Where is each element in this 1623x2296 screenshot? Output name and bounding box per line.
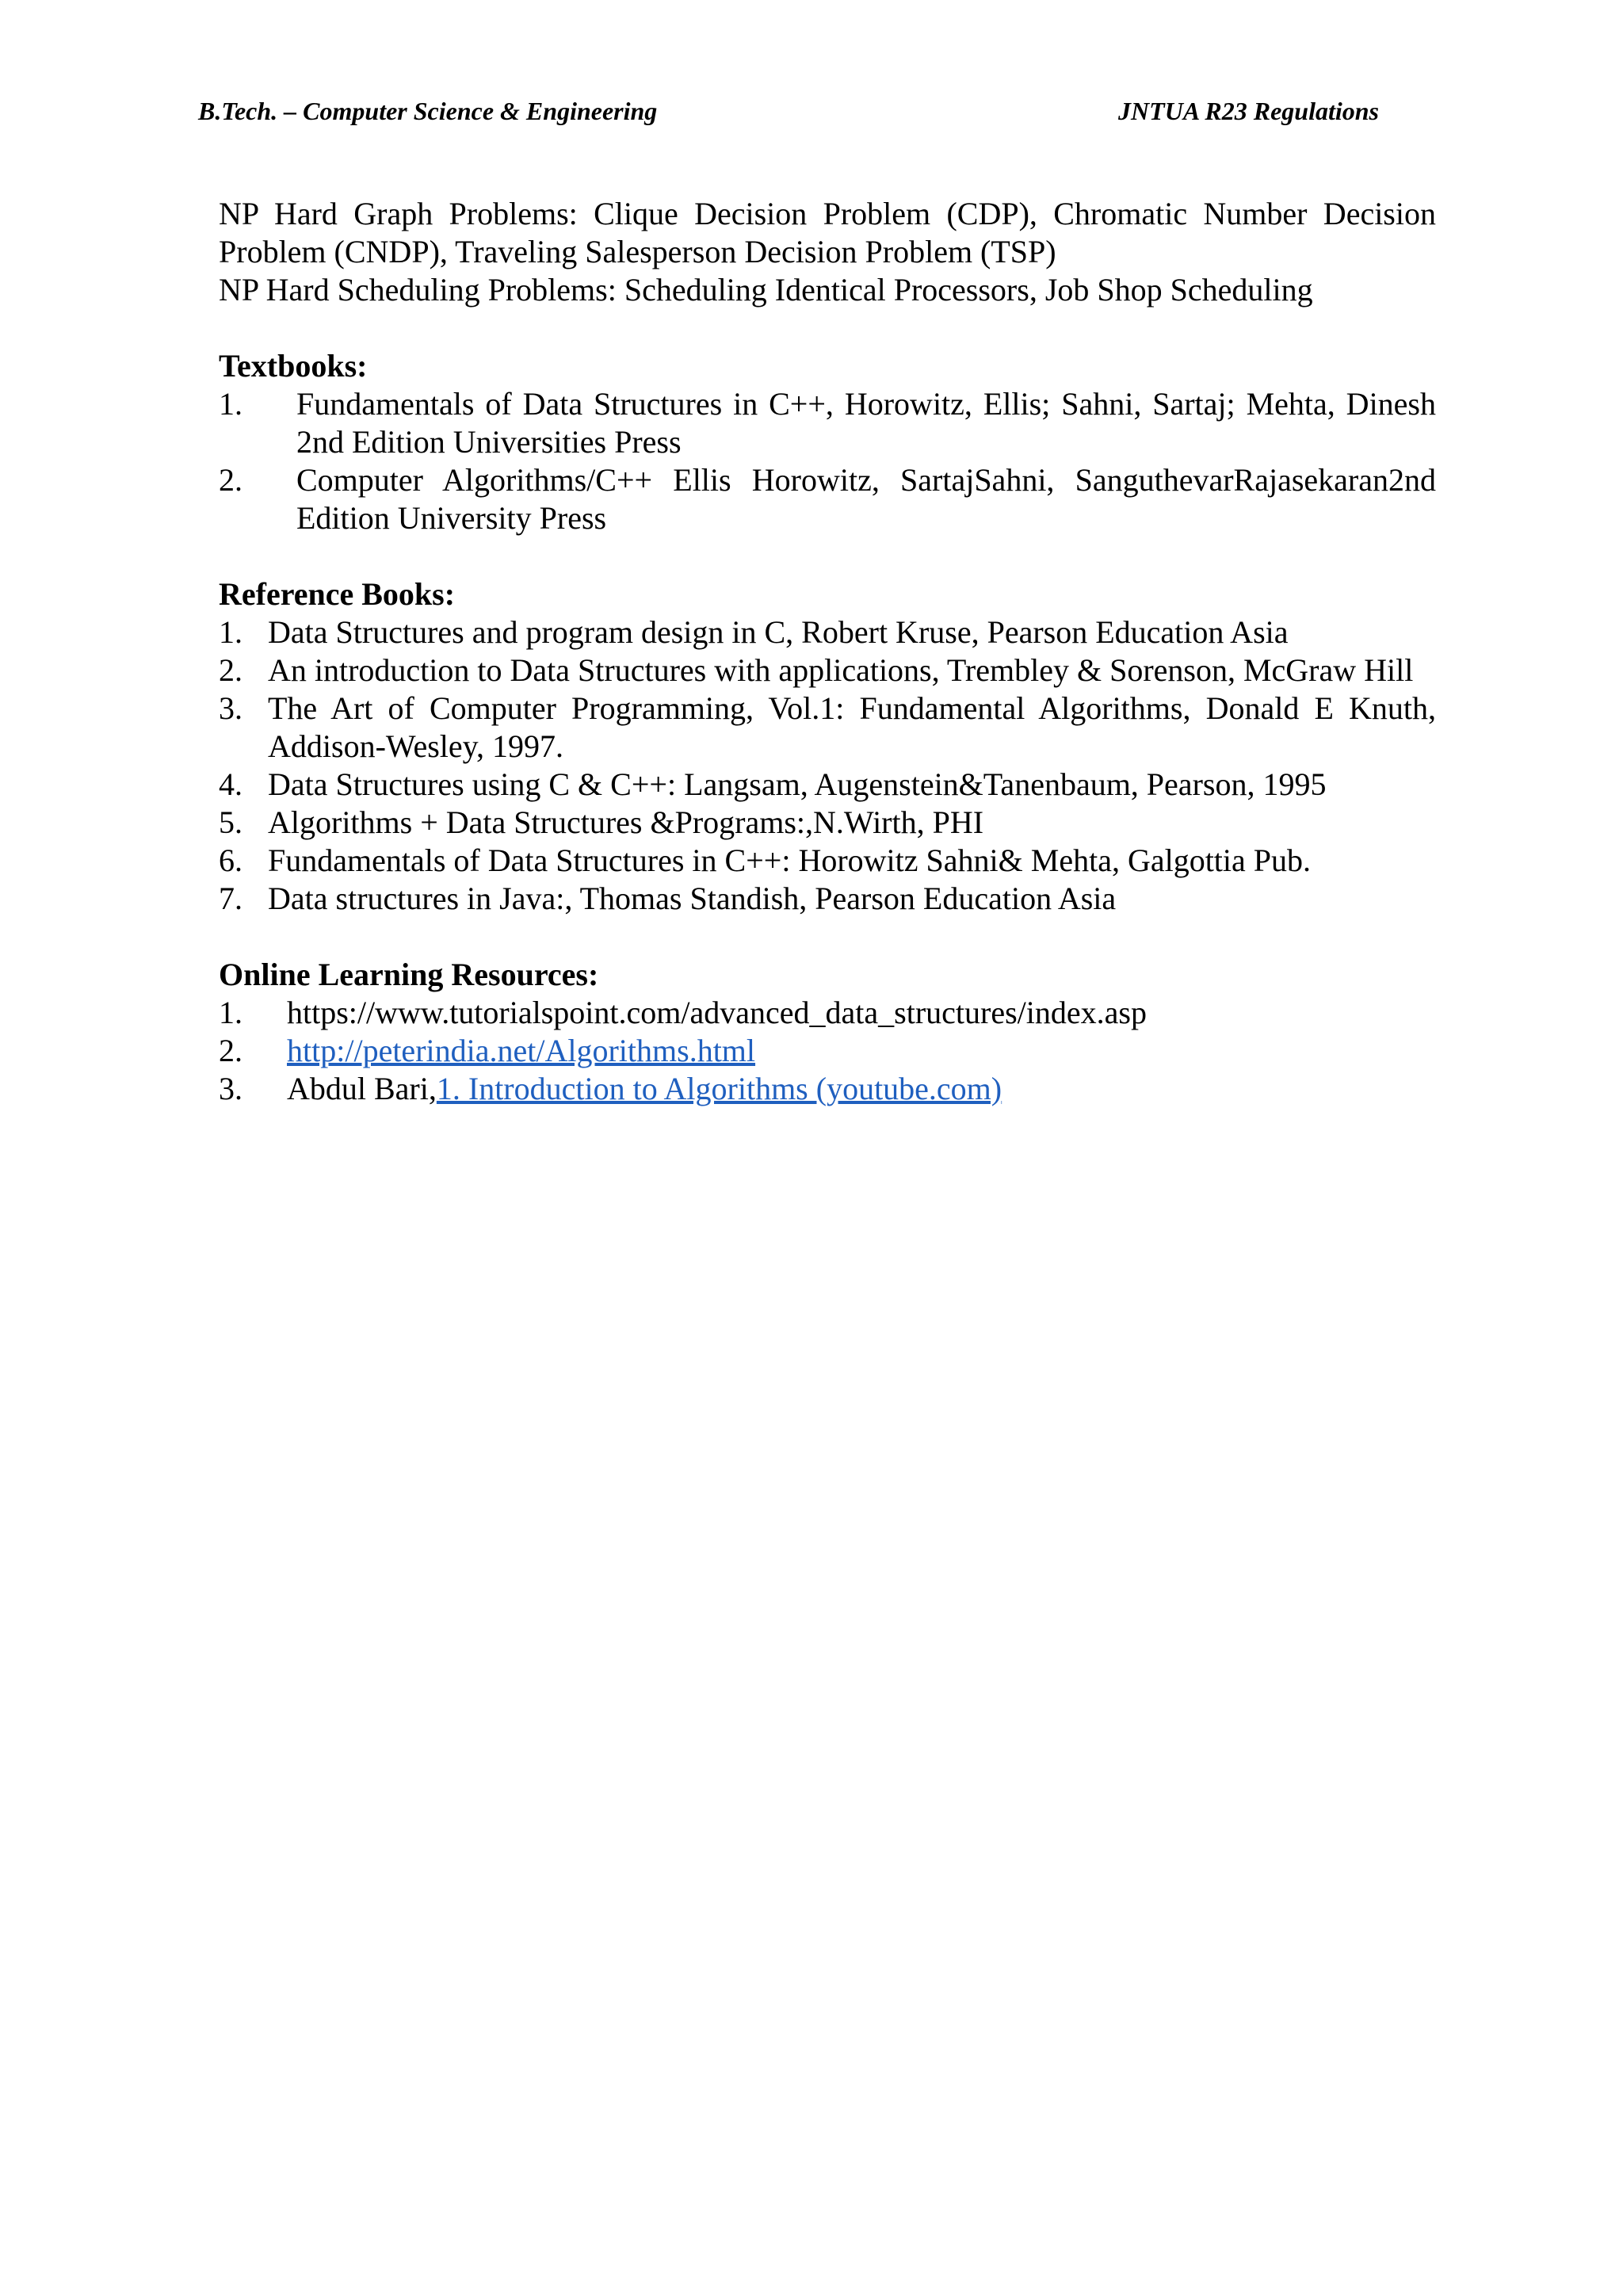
list-item [219, 1032, 1436, 1070]
list-item [219, 613, 1436, 651]
list-number: 5. [219, 804, 242, 840]
list-number: 3. [219, 1071, 242, 1106]
list-item [219, 461, 1436, 537]
spacer [219, 918, 1436, 956]
list-number: 2. [219, 462, 242, 498]
list-item-text: Computer Algorithms/C++ Ellis Horowitz, SartajSahni, SanguthevarRajasekaran2nd Edition University Press [296, 462, 1436, 536]
list-item-text: Fundamentals of Data Structures in C++: Horowitz Sahni& Mehta, Galgottia Pub. [268, 842, 1312, 878]
list-number: 4. [219, 766, 242, 802]
list-item-text: Algorithms + Data Structures &Programs:,N.Wirth, PHI [268, 804, 984, 840]
list-item [219, 880, 1436, 918]
page-header [198, 97, 1379, 132]
list-item-text: The Art of Computer Programming, Vol.1: Fundamental Algorithms, Donald E Knuth, Addison-Wesley, 1997. [268, 690, 1436, 764]
list-item [219, 385, 1436, 461]
resource-url-text: https://www.tutorialspoint.com/advanced_data_structures/index.asp [287, 995, 1147, 1030]
list-item-text: Fundamentals of Data Structures in C++, Horowitz, Ellis; Sahni, Sartaj; Mehta, Dinesh 2nd Edition Universities Press [296, 386, 1436, 460]
online-resources-list [219, 994, 1436, 1108]
header-regulations: JNTUA R23 Regulations [1118, 97, 1379, 125]
list-item [219, 994, 1436, 1032]
reference-books-heading: Reference Books: [219, 576, 456, 612]
list-number: 6. [219, 842, 242, 878]
list-number: 2. [219, 652, 242, 688]
spacer [219, 537, 1436, 575]
header-program: B.Tech. – Computer Science & Engineering [198, 97, 658, 125]
list-number: 1. [219, 614, 242, 650]
list-item [219, 766, 1436, 804]
document-body [219, 195, 1436, 1108]
textbooks-heading: Textbooks: [219, 348, 368, 384]
spacer [219, 309, 1436, 347]
youtube-algorithms-link[interactable]: 1. Introduction to Algorithms (youtube.com) [436, 1071, 1002, 1106]
peterindia-link[interactable]: http://peterindia.net/Algorithms.html [287, 1033, 756, 1068]
list-number: 3. [219, 690, 242, 726]
list-item [219, 690, 1436, 766]
list-number: 2. [219, 1033, 242, 1068]
online-resources-heading: Online Learning Resources: [219, 957, 599, 992]
np-hard-graph-problems: NP Hard Graph Problems: Clique Decision Problem (CDP), Chromatic Number Decision Problem (CNDP), Traveling Salesperson Decision Problem (TSP) [219, 196, 1436, 269]
list-item-text: Data structures in Java:, Thomas Standish, Pearson Education Asia [268, 881, 1117, 916]
textbooks-list [219, 385, 1436, 537]
list-item-text: Data Structures and program design in C, Robert Kruse, Pearson Education Asia [268, 614, 1289, 650]
list-item [219, 804, 1436, 842]
reference-books-list [219, 613, 1436, 918]
list-item [219, 842, 1436, 880]
list-number: 7. [219, 881, 242, 916]
np-hard-scheduling-problems: NP Hard Scheduling Problems: Scheduling Identical Processors, Job Shop Scheduling [219, 272, 1313, 308]
resource-author: Abdul Bari, [287, 1071, 437, 1106]
list-item [219, 651, 1436, 690]
list-number: 1. [219, 995, 242, 1030]
list-item [219, 1070, 1436, 1108]
list-item-text: An introduction to Data Structures with applications, Trembley & Sorenson, McGraw Hill [268, 652, 1414, 688]
list-item-text: Data Structures using C & C++: Langsam, Augenstein&Tanenbaum, Pearson, 1995 [268, 766, 1327, 802]
list-number: 1. [219, 386, 242, 422]
